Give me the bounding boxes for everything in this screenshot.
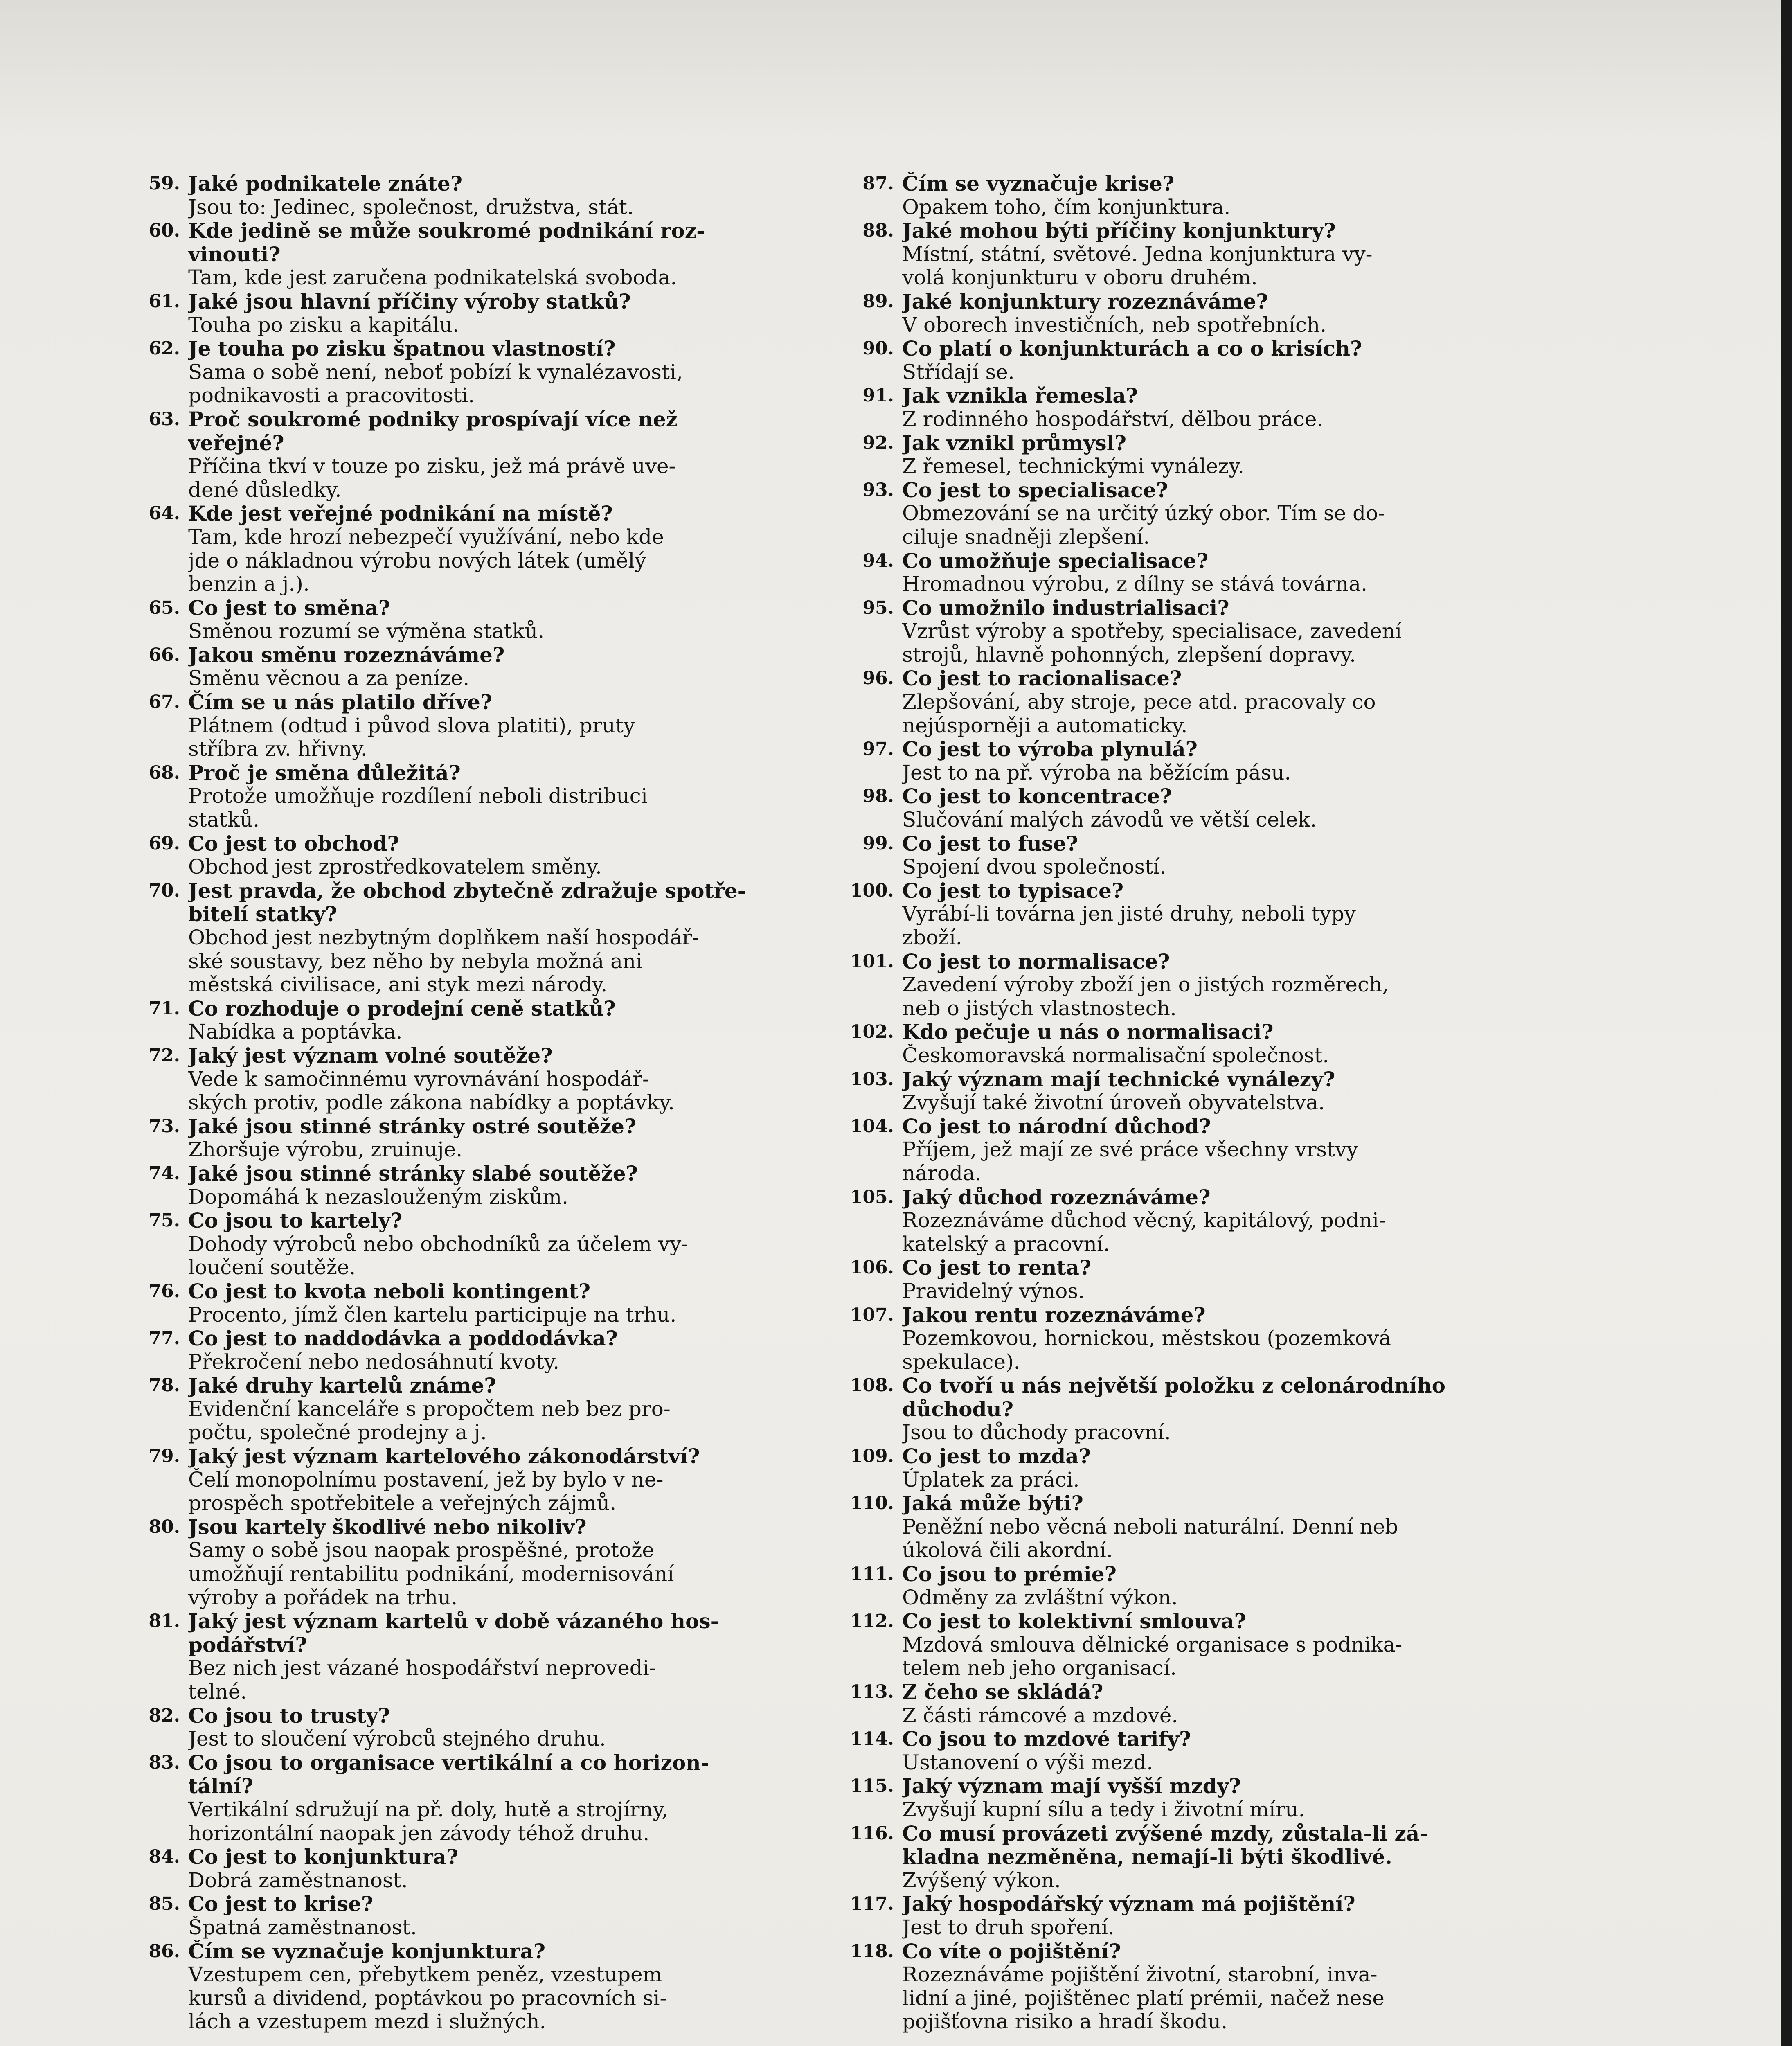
question-number: 63.: [149, 408, 180, 430]
answer-text: ských protiv, podle zákona nabídky a poptávky.: [188, 1091, 675, 1115]
question-text: Co jest to fuse?: [902, 831, 1078, 856]
question-number: 81.: [149, 1611, 180, 1632]
question-number: 87.: [862, 173, 894, 194]
answer-text: Zavedení výroby zboží jen o jistých rozměrech,: [902, 973, 1389, 997]
question-text: Co jest to racionalisace?: [902, 667, 1182, 691]
question-text: Jaké jsou hlavní příčiny výroby statků?: [188, 289, 631, 313]
answer-text: Nabídka a poptávka.: [188, 1020, 403, 1044]
question-text: Jaké jsou stinné stránky slabé soutěže?: [188, 1161, 638, 1185]
question-number: 62.: [149, 338, 180, 359]
answer-text: městská civilisace, ani styk mezi národy.: [188, 973, 608, 997]
qa-entry: [849, 478, 1524, 549]
question-text: Co jest to koncentrace?: [902, 784, 1172, 809]
qa-entry: [849, 1562, 1524, 1609]
answer-text: Špatná zaměstnanost.: [188, 1915, 417, 1939]
question-text: Kde jedině se může soukromé podnikání roz-: [188, 219, 705, 243]
answer-text: horizontální naopak jen závody téhož druhu.: [188, 1821, 650, 1845]
answer-text: Evidenční kanceláře s propočtem neb bez pro-: [188, 1397, 671, 1421]
answer-text: Rozeznáváme pojištění životní, starobní, inva-: [902, 1963, 1378, 1987]
question-number: 89.: [862, 291, 894, 312]
question-text: podářství?: [188, 1633, 307, 1657]
qa-entry: [849, 337, 1524, 384]
question-text: Co jest to naddodávka a poddodávka?: [188, 1327, 618, 1350]
qa-entry: [849, 832, 1524, 879]
answer-text: pojišťovna risiko a hradí škodu.: [902, 2010, 1228, 2034]
answer-text: zboží.: [902, 926, 962, 949]
question-text: Jakou rentu rozeznáváme?: [902, 1303, 1206, 1327]
question-text: Z čeho se skládá?: [902, 1680, 1103, 1704]
answer-text: Protože umožňuje rozdílení neboli distribuci: [188, 784, 648, 808]
question-text: Jak vznikl průmysl?: [902, 431, 1126, 455]
answer-text: Samy o sobě jsou naopak prospěšné, protože: [188, 1539, 654, 1562]
question-text: Co jsou to mzdové tarify?: [902, 1727, 1191, 1751]
question-number: 69.: [149, 833, 180, 854]
answer-text: Peněžní nebo věcná neboli naturální. Denní neb: [902, 1515, 1398, 1539]
question-text: Co jest to kolektivní smlouva?: [902, 1609, 1246, 1633]
question-number: 96.: [862, 668, 894, 689]
answer-text: spekulace).: [902, 1350, 1020, 1374]
answer-text: Zhoršuje výrobu, zruinuje.: [188, 1138, 463, 1162]
question-number: 78.: [149, 1375, 180, 1396]
qa-entry: [849, 1303, 1524, 1374]
qa-entry: [135, 1044, 814, 1115]
question-text: Co jest to mzda?: [902, 1444, 1091, 1468]
answer-text: nejúsporněji a automaticky.: [902, 714, 1188, 737]
question-number: 111.: [850, 1564, 894, 1585]
question-text: bitelí statky?: [188, 902, 337, 926]
qa-entry: [135, 1704, 814, 1751]
question-text: Jaký jest význam kartelového zákonodárství?: [188, 1444, 700, 1468]
qa-entry: [849, 1774, 1524, 1821]
answer-text: neb o jistých vlastnostech.: [902, 996, 1177, 1020]
answer-text: Touha po zisku a kapitálu.: [188, 313, 459, 337]
qa-entry: [135, 643, 814, 690]
question-text: Čím se u nás platilo dříve?: [188, 690, 493, 714]
qa-entry: [135, 997, 814, 1044]
qa-entry: [849, 1680, 1524, 1727]
qa-entry: [849, 1892, 1524, 1939]
question-text: Co jest to národní důchod?: [902, 1114, 1211, 1138]
answer-text: Zlepšování, aby stroje, pece atd. pracovaly co: [902, 690, 1376, 714]
question-number: 85.: [149, 1893, 180, 1915]
question-text: Jaký hospodářský význam má pojištění?: [902, 1892, 1355, 1916]
qa-entry: [849, 431, 1524, 478]
answer-text: Směnou rozumí se výměna statků.: [188, 620, 545, 643]
question-number: 65.: [149, 597, 180, 618]
question-text: Co jsou to prémie?: [902, 1562, 1117, 1586]
answer-text: Tam, kde jest zaručena podnikatelská svoboda.: [188, 266, 677, 290]
qa-entry: [849, 1256, 1524, 1303]
answer-text: Čelí monopolnímu postavení, jež by bylo v ne-: [188, 1468, 664, 1492]
question-number: 86.: [149, 1940, 180, 1962]
qa-entry: [849, 737, 1524, 784]
answer-text: Jest to sloučení výrobců stejného druhu.: [188, 1727, 606, 1751]
question-number: 102.: [850, 1021, 894, 1043]
answer-text: ciluje snadněji zlepšení.: [902, 525, 1150, 549]
qa-entry: [849, 1444, 1524, 1492]
question-text: Jaká může býti?: [902, 1492, 1083, 1515]
answer-text: Mzdová smlouva dělnické organisace s podnika-: [902, 1633, 1403, 1656]
answer-text: statků.: [188, 808, 260, 832]
answer-text: národa.: [902, 1161, 982, 1185]
qa-entry: [849, 1185, 1524, 1256]
question-text: Co víte o pojištění?: [902, 1939, 1121, 1963]
question-text: Jak vznikla řemesla?: [902, 384, 1138, 408]
question-text: Je touha po zisku špatnou vlastností?: [188, 337, 616, 361]
question-number: 88.: [862, 220, 894, 241]
question-number: 94.: [862, 550, 894, 571]
question-number: 112.: [850, 1611, 894, 1632]
qa-entry: [849, 667, 1524, 737]
qa-entry: [135, 1327, 814, 1374]
qa-entry: [849, 290, 1524, 337]
question-text: Čím se vyznačuje konjunktura?: [188, 1939, 546, 1963]
answer-text: Jest to na př. výroba na běžícím pásu.: [902, 761, 1291, 784]
answer-text: Vertikální sdružují na př. doly, hutě a strojírny,: [188, 1798, 669, 1821]
qa-entry: [849, 784, 1524, 831]
question-text: Jaký význam mají technické vynálezy?: [902, 1067, 1335, 1091]
question-number: 73.: [149, 1115, 180, 1137]
qa-entry: [135, 172, 814, 219]
qa-entry: [849, 1374, 1524, 1444]
answer-text: Opakem toho, čím konjunktura.: [902, 195, 1231, 219]
qa-entry: [849, 1115, 1524, 1185]
answer-text: ské soustavy, bez něho by nebyla možná ani: [188, 949, 643, 973]
question-number: 60.: [149, 220, 180, 241]
question-number: 97.: [862, 739, 894, 760]
question-number: 80.: [149, 1516, 180, 1537]
question-number: 100.: [850, 880, 894, 901]
qa-entry: [849, 1609, 1524, 1680]
answer-text: Příčina tkví v touze po zisku, jež má právě uve-: [188, 455, 676, 478]
question-text: Co tvoří u nás největší položku z celonárodního: [902, 1374, 1445, 1397]
question-text: Jsou kartely škodlivé nebo nikoliv?: [188, 1515, 587, 1539]
qa-entry: [135, 1751, 814, 1845]
question-text: Co jsou to organisace vertikální a co horizon-: [188, 1751, 709, 1775]
qa-entry: [849, 172, 1524, 219]
qa-entry: [135, 1609, 814, 1703]
answer-text: Českomoravská normalisační společnost.: [902, 1043, 1329, 1067]
qa-entry: [849, 1822, 1524, 1893]
question-text: Jaké podnikatele znáte?: [188, 172, 463, 196]
qa-entry: [849, 879, 1524, 950]
qa-entry: [135, 1444, 814, 1515]
question-text: Jest pravda, že obchod zbytečně zdražuje spotře-: [188, 879, 746, 903]
qa-entry: [849, 549, 1524, 596]
question-text: Jaké jsou stinné stránky ostré soutěže?: [188, 1114, 637, 1138]
question-text: Jaký význam mají vyšší mzdy?: [902, 1774, 1241, 1798]
left-column: [135, 172, 814, 2034]
answer-text: stříbra zv. hřivny.: [188, 737, 367, 761]
qa-entry: [849, 1020, 1524, 1067]
question-text: Co jest to krise?: [188, 1892, 374, 1916]
answer-text: Rozeznáváme důchod věcný, kapitálový, podni-: [902, 1209, 1386, 1233]
answer-text: V oborech investičních, neb spotřebních.: [902, 313, 1327, 337]
answer-text: Obchod jest nezbytným doplňkem naší hospodář-: [188, 926, 699, 949]
answer-text: Ustanovení o výši mezd.: [902, 1751, 1153, 1774]
answer-text: jde o nákladnou výrobu nových látek (umělý: [188, 549, 646, 572]
answer-text: Zvyšují kupní sílu a tedy i životní míru.: [902, 1798, 1305, 1821]
question-number: 61.: [149, 291, 180, 312]
question-text: Co jest to typisace?: [902, 879, 1124, 903]
answer-text: strojů, hlavně pohonných, zlepšení dopravy.: [902, 643, 1356, 667]
answer-text: Vzrůst výroby a spotřeby, specialisace, zavedení: [902, 620, 1402, 643]
question-text: veřejné?: [188, 431, 284, 455]
answer-text: benzin a j.).: [188, 572, 310, 596]
question-number: 110.: [850, 1493, 894, 1514]
answer-text: lách a vzestupem mezd i služných.: [188, 2010, 546, 2034]
question-number: 67.: [149, 692, 180, 713]
question-number: 83.: [149, 1752, 180, 1773]
qa-entry: [135, 1115, 814, 1162]
answer-text: Zvyšují také životní úroveň obyvatelstva.: [902, 1091, 1325, 1115]
question-text: Jaké mohou býti příčiny konjunktury?: [902, 219, 1336, 243]
answer-text: Jsou to důchody pracovní.: [902, 1421, 1171, 1444]
answer-text: prospěch spotřebitele a veřejných zájmů.: [188, 1492, 617, 1515]
qa-entry: [849, 1068, 1524, 1115]
question-number: 68.: [149, 762, 180, 783]
question-text: Proč soukromé podniky prospívají více než: [188, 407, 678, 431]
qa-entry: [135, 502, 814, 596]
question-text: Co jest to kvota neboli kontingent?: [188, 1279, 591, 1303]
qa-entry: [135, 596, 814, 643]
answer-text: Obchod jest zprostředkovatelem směny.: [188, 855, 602, 879]
question-number: 93.: [862, 479, 894, 500]
question-number: 75.: [149, 1210, 180, 1231]
question-text: Co umožnilo industrialisaci?: [902, 596, 1229, 620]
question-number: 82.: [149, 1705, 180, 1726]
answer-text: Překročení nebo nedosáhnutí kvoty.: [188, 1350, 560, 1374]
qa-entry: [849, 1727, 1524, 1774]
answer-text: telem neb jeho organisací.: [902, 1656, 1177, 1680]
qa-entry: [135, 408, 814, 502]
question-text: Co musí provázeti zvýšené mzdy, zůstala-li zá-: [902, 1821, 1428, 1845]
answer-text: volá konjunkturu v oboru druhém.: [902, 266, 1258, 290]
question-text: Co platí o konjunkturách a co o krisích?: [902, 337, 1362, 361]
question-text: tální?: [188, 1774, 254, 1798]
answer-text: počtu, společné prodejny a j.: [188, 1421, 487, 1444]
question-text: Co rozhoduje o prodejní ceně statků?: [188, 996, 616, 1021]
question-text: Co umožňuje specialisace?: [902, 549, 1209, 573]
question-number: 92.: [862, 432, 894, 453]
question-number: 114.: [850, 1728, 894, 1750]
question-text: kladna nezměněna, nemají-li býti škodlivé.: [902, 1845, 1392, 1869]
question-number: 59.: [149, 173, 180, 194]
question-text: Co jsou to kartely?: [188, 1209, 403, 1233]
answer-text: lidní a jiné, pojištěnec platí prémii, načež nese: [902, 1986, 1385, 2010]
answer-text: Úplatek za práci.: [902, 1468, 1080, 1492]
question-text: Jaký jest význam kartelů v době vázaného hos-: [188, 1609, 719, 1633]
answer-text: Dohody výrobců nebo obchodníků za účelem vy-: [188, 1232, 689, 1256]
qa-entry: [135, 337, 814, 408]
answer-text: Vzestupem cen, přebytkem peněz, vzestupem: [188, 1963, 662, 1987]
qa-entry: [849, 219, 1524, 290]
right-column: [849, 172, 1524, 2034]
question-text: Kde jest veřejné podnikání na místě?: [188, 502, 613, 525]
question-number: 105.: [850, 1186, 894, 1208]
question-number: 106.: [850, 1257, 894, 1278]
question-number: 90.: [862, 338, 894, 359]
answer-text: kursů a dividend, poptávkou po pracovních si-: [188, 1986, 667, 2010]
answer-text: Příjem, jež mají ze své práce všechny vrstvy: [902, 1138, 1358, 1162]
question-text: Co jest to výroba plynulá?: [902, 737, 1198, 761]
answer-text: Dopomáhá k nezaslouženým ziskům.: [188, 1185, 569, 1209]
question-number: 79.: [149, 1446, 180, 1467]
question-text: Co jest to renta?: [902, 1256, 1092, 1280]
answer-text: loučení soutěže.: [188, 1256, 356, 1280]
question-number: 66.: [149, 644, 180, 665]
answer-text: Z části rámcové a mzdové.: [902, 1703, 1178, 1727]
answer-text: Sama o sobě není, neboť pobízí k vynalézavosti,: [188, 360, 683, 384]
question-number: 116.: [850, 1823, 894, 1844]
answer-text: Slučování malých závodů ve větší celek.: [902, 808, 1317, 832]
question-number: 113.: [850, 1681, 894, 1702]
question-number: 76.: [149, 1280, 180, 1302]
question-number: 115.: [850, 1776, 894, 1797]
question-number: 118.: [850, 1940, 894, 1962]
qa-entry: [135, 1374, 814, 1444]
answer-text: Bez nich jest vázané hospodářství neprovedi-: [188, 1656, 656, 1680]
scan-border: [1781, 0, 1792, 2046]
question-text: Proč je směna důležitá?: [188, 761, 461, 785]
question-text: Co jest to konjunktura?: [188, 1845, 459, 1869]
question-number: 64.: [149, 503, 180, 524]
answer-text: Tam, kde hrozí nebezpečí využívání, nebo kde: [188, 525, 664, 549]
question-text: vinouti?: [188, 242, 281, 266]
answer-text: Pravidelný výnos.: [902, 1279, 1085, 1303]
answer-text: Zvýšený výkon.: [902, 1868, 1061, 1892]
answer-text: Místní, státní, světové. Jedna konjunktura vy-: [902, 242, 1373, 266]
question-text: Jaký důchod rozeznáváme?: [902, 1185, 1211, 1209]
question-number: 109.: [850, 1446, 894, 1467]
question-number: 103.: [850, 1068, 894, 1090]
qa-entry: [135, 1280, 814, 1327]
qa-entry: [849, 1940, 1524, 2034]
question-text: důchodu?: [902, 1397, 1014, 1421]
answer-text: Jest to druh spoření.: [902, 1915, 1114, 1939]
question-text: Co jest to normalisace?: [902, 949, 1170, 973]
qa-entry: [135, 1162, 814, 1209]
question-number: 117.: [850, 1893, 894, 1915]
qa-entry: [135, 832, 814, 879]
qa-entry: [135, 1892, 814, 1939]
question-text: Jaký jest význam volné soutěže?: [188, 1043, 553, 1068]
question-number: 74.: [149, 1163, 180, 1184]
qa-entry: [135, 290, 814, 337]
qa-entry: [135, 219, 814, 290]
qa-entry: [135, 1940, 814, 2034]
qa-entry: [135, 761, 814, 832]
question-number: 101.: [850, 951, 894, 972]
qa-entry: [849, 1492, 1524, 1562]
answer-text: výroby a pořádek na trhu.: [188, 1586, 458, 1609]
qa-entry: [135, 1515, 814, 1609]
answer-text: Hromadnou výrobu, z dílny se stává továrna.: [902, 572, 1368, 596]
question-text: Co jsou to trusty?: [188, 1703, 390, 1728]
qa-entry: [849, 384, 1524, 431]
question-number: 98.: [862, 786, 894, 807]
question-text: Jaké druhy kartelů známe?: [188, 1374, 496, 1397]
question-text: Co jest to specialisace?: [902, 478, 1168, 502]
answer-text: Pozemkovou, hornickou, městskou (pozemková: [902, 1327, 1391, 1350]
answer-text: Z řemesel, technickými vynálezy.: [902, 455, 1245, 478]
question-number: 84.: [149, 1846, 180, 1868]
qa-entry: [849, 950, 1524, 1021]
answer-text: Směnu věcnou a za peníze.: [188, 667, 470, 690]
question-number: 72.: [149, 1045, 180, 1066]
question-text: Co jest to obchod?: [188, 831, 399, 856]
qa-entry: [135, 879, 814, 997]
answer-text: úkolová čili akordní.: [902, 1539, 1113, 1562]
question-number: 95.: [862, 597, 894, 618]
qa-entry: [135, 1209, 814, 1280]
answer-text: Vyrábí-li továrna jen jisté druhy, neboli typy: [902, 902, 1356, 926]
answer-text: Plátnem (odtud i původ slova platiti), pruty: [188, 714, 635, 737]
question-text: Jakou směnu rozeznáváme?: [188, 643, 505, 667]
answer-text: Obmezování se na určitý úzký obor. Tím se do-: [902, 502, 1385, 525]
question-number: 107.: [850, 1304, 894, 1325]
question-text: Čím se vyznačuje krise?: [902, 172, 1175, 196]
answer-text: podnikavosti a pracovitosti.: [188, 384, 475, 408]
answer-text: Jsou to: Jedinec, společnost, družstva, stát.: [188, 195, 634, 219]
question-number: 99.: [862, 833, 894, 854]
question-text: Jaké konjunktury rozeznáváme?: [902, 289, 1268, 313]
answer-text: Vede k samočinnému vyrovnávání hospodář-: [188, 1067, 649, 1091]
qa-entry: [135, 1845, 814, 1892]
question-number: 71.: [149, 998, 180, 1019]
answer-text: telné.: [188, 1680, 247, 1703]
question-number: 70.: [149, 880, 180, 901]
answer-text: dené důsledky.: [188, 478, 342, 502]
question-number: 77.: [149, 1328, 180, 1349]
question-number: 104.: [850, 1115, 894, 1137]
question-number: 91.: [862, 385, 894, 406]
question-number: 108.: [850, 1375, 894, 1396]
question-text: Co jest to směna?: [188, 596, 390, 620]
answer-text: Procento, jímž člen kartelu participuje na trhu.: [188, 1303, 677, 1327]
answer-text: umožňují rentabilitu podnikání, modernisování: [188, 1562, 674, 1586]
question-text: Kdo pečuje u nás o normalisaci?: [902, 1020, 1274, 1044]
answer-text: Z rodinného hospodářství, dělbou práce.: [902, 407, 1324, 431]
qa-entry: [849, 596, 1524, 667]
answer-text: Odměny za zvláštní výkon.: [902, 1586, 1178, 1609]
answer-text: katelský a pracovní.: [902, 1232, 1110, 1256]
qa-entry: [135, 690, 814, 761]
answer-text: Střídají se.: [902, 360, 1015, 384]
answer-text: Dobrá zaměstnanost.: [188, 1868, 408, 1892]
answer-text: Spojení dvou společností.: [902, 855, 1166, 879]
